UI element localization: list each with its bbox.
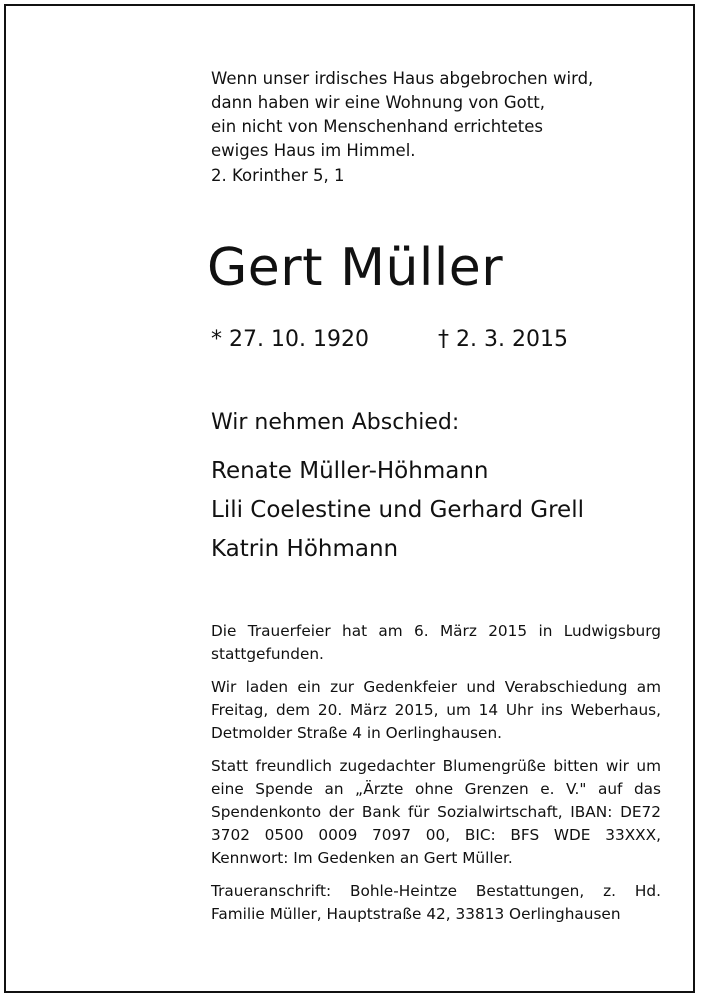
- mourner-name: Katrin Höhmann: [211, 536, 399, 562]
- death-date: † 2. 3. 2015: [438, 327, 568, 352]
- info-section: [211, 620, 661, 926]
- verse-reference: 2. Korinther 5, 1: [211, 166, 345, 185]
- bible-verse: [211, 67, 661, 188]
- verse-line: Wenn unser irdisches Haus abgebrochen wird,: [211, 69, 594, 88]
- deceased-name: Gert Müller: [207, 238, 504, 298]
- mourner-name: Renate Müller-Höhmann: [211, 458, 489, 484]
- farewell-heading: Wir nehmen Abschied:: [211, 410, 460, 435]
- mourner-name: Lili Coelestine und Gerhard Grell: [211, 497, 584, 523]
- mourning-address: Traueranschrift: Bohle-Heintze Bestattungen, z. Hd. Familie Müller, Hauptstraße 42, 33813 Oerlinghausen: [211, 882, 661, 923]
- verse-line: dann haben wir eine Wohnung von Gott,: [211, 93, 545, 112]
- donation-request: Statt freundlich zugedachter Blumengrüße bitten wir um eine Spende an „Ärzte ohne Grenzen e. V." auf das Spendenkonto der Bank für Sozialwirtschaft, IBAN: DE72 3702 0500 0009 7097 00, BIC: BFS WDE 33XXX, Kennwort: Im Gedenken an Gert Müller.: [211, 757, 661, 867]
- verse-line: ewiges Haus im Himmel.: [211, 141, 416, 160]
- funeral-note: Die Trauerfeier hat am 6. März 2015 in Ludwigsburg stattgefunden.: [211, 622, 661, 663]
- verse-line: ein nicht von Menschenhand errichtetes: [211, 117, 543, 136]
- birth-date: * 27. 10. 1920: [211, 327, 369, 352]
- memorial-invitation: Wir laden ein zur Gedenkfeier und Verabschiedung am Freitag, dem 20. März 2015, um 14 Uhr ins Weberhaus, Detmolder Straße 4 in Oerlinghausen.: [211, 678, 661, 742]
- mourners-list: [211, 452, 584, 569]
